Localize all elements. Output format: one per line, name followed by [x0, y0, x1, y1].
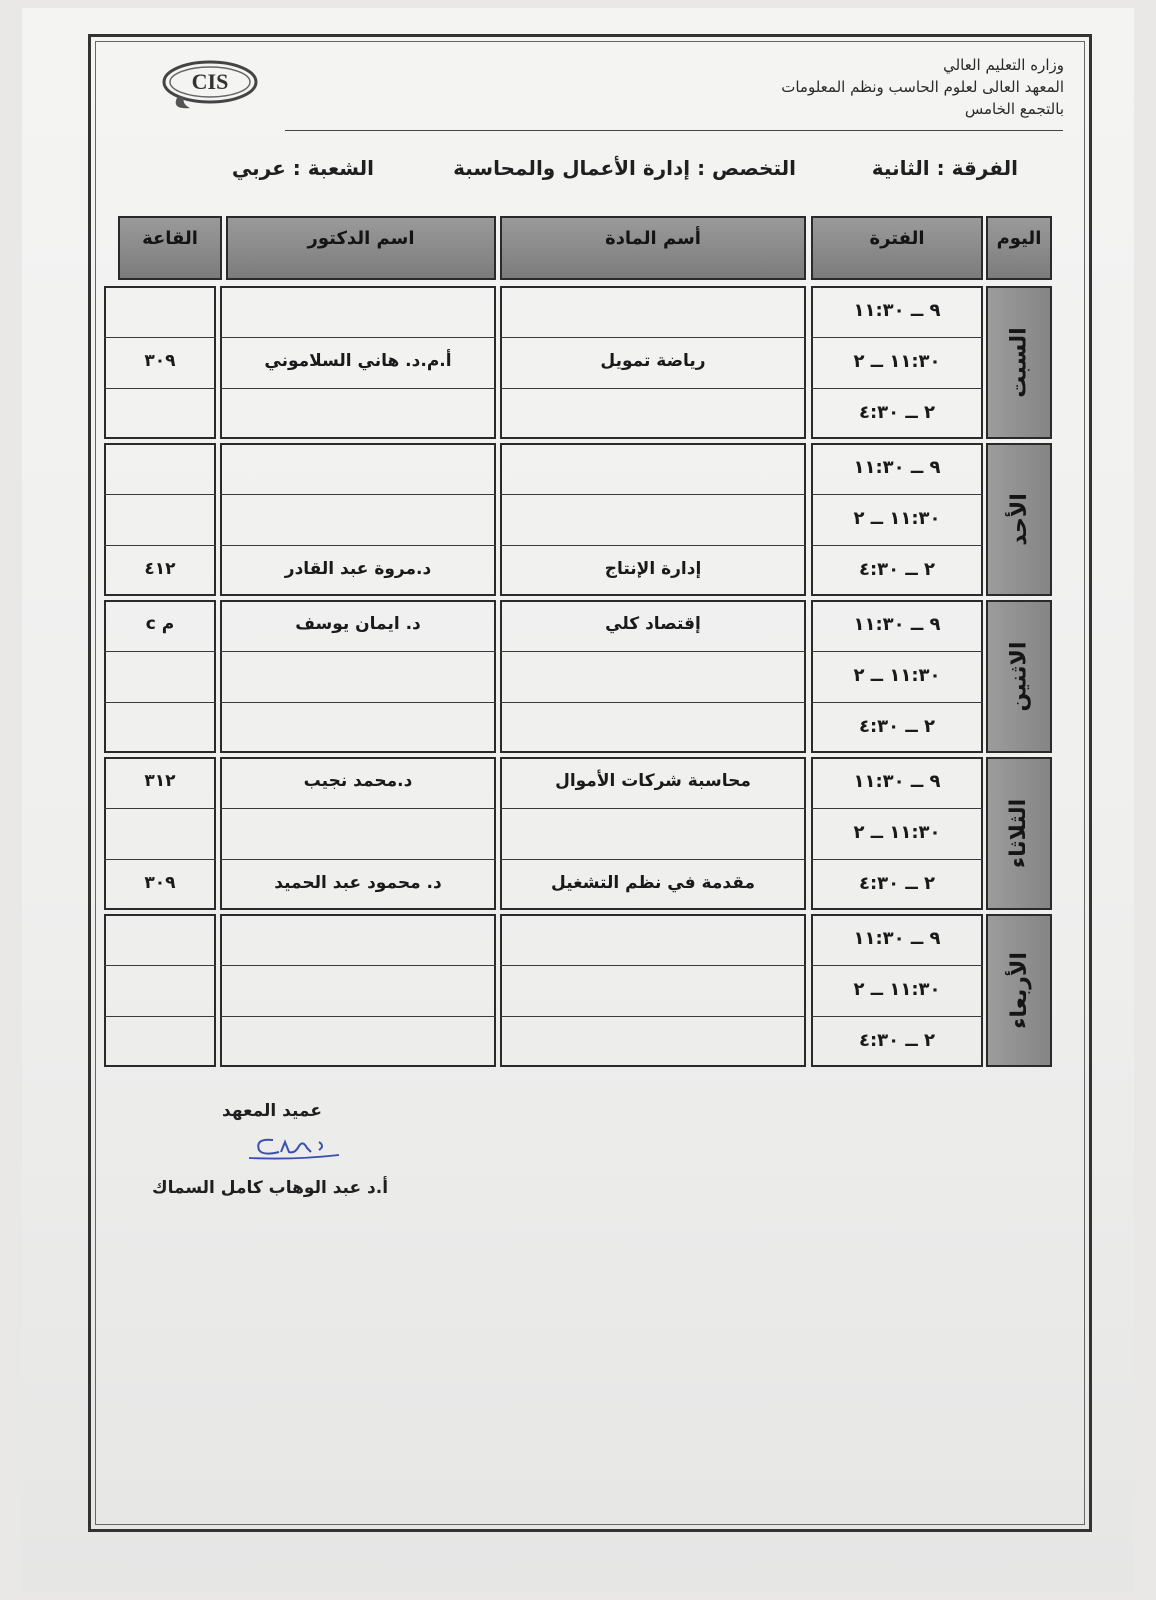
row-divider	[500, 337, 806, 338]
day-label: السبت	[1006, 327, 1032, 398]
doctor-cell: أ.م.د. هاني السلاموني	[264, 351, 452, 371]
subject-cell: إقتصاد كلي	[605, 614, 701, 634]
period-cell: ٩ ــ ١١:٣٠	[853, 300, 941, 321]
row-divider	[811, 808, 983, 809]
subject-cell: رياضة تمويل	[600, 351, 706, 371]
institute-line: المعهد العالى لعلوم الحاسب ونظم المعلومات	[781, 78, 1064, 96]
row-divider	[500, 965, 806, 966]
row-divider	[220, 545, 496, 546]
row-divider	[104, 494, 216, 495]
period-cell: ١١:٣٠ ــ ٢	[853, 822, 941, 843]
header-subject: أسم المادة	[500, 216, 806, 280]
row-divider	[811, 859, 983, 860]
row-divider	[500, 1016, 806, 1017]
cis-logo	[160, 58, 260, 114]
period-cell: ٢ ــ ٤:٣٠	[858, 559, 935, 580]
row-divider	[220, 965, 496, 966]
row-divider	[500, 651, 806, 652]
row-divider	[811, 337, 983, 338]
row-divider	[220, 388, 496, 389]
year-label: الفرقة : الثانية	[871, 156, 1018, 180]
room-cell: ٣٠٩	[144, 351, 176, 371]
dean-title: عميد المعهد	[222, 1101, 322, 1121]
subject-column-block	[500, 914, 806, 1067]
period-cell: ٩ ــ ١١:٣٠	[853, 457, 941, 478]
row-divider	[811, 702, 983, 703]
row-divider	[220, 1016, 496, 1017]
header-room: القاعة	[118, 216, 222, 280]
row-divider	[104, 808, 216, 809]
day-label: الثلاثاء	[1006, 798, 1032, 869]
doctor-cell: د. ايمان يوسف	[295, 614, 421, 634]
section-label: الشعبة : عربي	[231, 156, 374, 180]
dean-name: أ.د عبد الوهاب كامل السماك	[152, 1178, 389, 1198]
period-cell: ٩ ــ ١١:٣٠	[853, 771, 941, 792]
institution-header	[781, 54, 1064, 120]
doctor-cell: د.مروة عبد القادر	[284, 559, 432, 579]
row-divider	[104, 337, 216, 338]
row-divider	[500, 545, 806, 546]
period-cell: ١١:٣٠ ــ ٢	[853, 665, 941, 686]
row-divider	[811, 388, 983, 389]
row-divider	[220, 494, 496, 495]
period-cell: ١١:٣٠ ــ ٢	[853, 979, 941, 1000]
major-label: التخصص : إدارة الأعمال والمحاسبة	[453, 156, 796, 180]
day-cell	[986, 443, 1052, 596]
row-divider	[500, 808, 806, 809]
row-divider	[220, 702, 496, 703]
period-cell: ٢ ــ ٤:٣٠	[858, 402, 935, 423]
day-label: الاثنين	[1006, 641, 1032, 712]
row-divider	[220, 859, 496, 860]
period-cell: ٢ ــ ٤:٣٠	[858, 1030, 935, 1051]
doctor-cell: د.محمد نجيب	[303, 771, 413, 791]
subject-cell: محاسبة شركات الأموال	[555, 771, 751, 791]
period-cell: ٢ ــ ٤:٣٠	[858, 716, 935, 737]
subject-cell: مقدمة في نظم التشغيل	[551, 873, 755, 893]
row-divider	[104, 651, 216, 652]
room-cell: ٤١٢	[144, 559, 176, 579]
row-divider	[104, 702, 216, 703]
doctor-column-block	[220, 914, 496, 1067]
header-divider	[285, 130, 1063, 131]
location-line: بالتجمع الخامس	[964, 100, 1064, 118]
row-divider	[220, 808, 496, 809]
row-divider	[104, 859, 216, 860]
header-day: اليوم	[986, 216, 1052, 280]
period-cell: ١١:٣٠ ــ ٢	[853, 508, 941, 529]
row-divider	[811, 494, 983, 495]
header-doctor: اسم الدكتور	[226, 216, 496, 280]
period-cell: ١١:٣٠ ــ ٢	[853, 351, 941, 372]
doctor-cell: د. محمود عبد الحميد	[274, 873, 442, 893]
room-cell: ٣٠٩	[144, 873, 176, 893]
header-period: الفترة	[811, 216, 983, 280]
day-cell	[986, 914, 1052, 1067]
row-divider	[220, 337, 496, 338]
period-cell: ٢ ــ ٤:٣٠	[858, 873, 935, 894]
row-divider	[811, 1016, 983, 1017]
row-divider	[220, 651, 496, 652]
day-label: الأحد	[1006, 493, 1032, 546]
ministry-line: وزاره التعليم العالي	[943, 56, 1064, 74]
day-label: الأربعاء	[1006, 952, 1032, 1029]
svg-text:CIS: CIS	[191, 69, 229, 94]
day-cell	[986, 286, 1052, 439]
row-divider	[104, 1016, 216, 1017]
room-column-block	[104, 914, 216, 1067]
row-divider	[104, 388, 216, 389]
row-divider	[500, 859, 806, 860]
period-cell: ٩ ــ ١١:٣٠	[853, 614, 941, 635]
row-divider	[500, 494, 806, 495]
row-divider	[811, 545, 983, 546]
dean-signature	[245, 1130, 345, 1162]
row-divider	[104, 965, 216, 966]
schedule-table	[100, 212, 1058, 1072]
day-cell	[986, 600, 1052, 753]
row-divider	[811, 651, 983, 652]
day-cell	[986, 757, 1052, 910]
period-cell: ٩ ــ ١١:٣٠	[853, 928, 941, 949]
row-divider	[500, 702, 806, 703]
row-divider	[500, 388, 806, 389]
row-divider	[811, 965, 983, 966]
row-divider	[104, 545, 216, 546]
room-cell: ٣١٢	[144, 771, 176, 791]
subject-cell: إدارة الإنتاج	[604, 559, 702, 579]
room-cell: م c	[145, 614, 175, 634]
